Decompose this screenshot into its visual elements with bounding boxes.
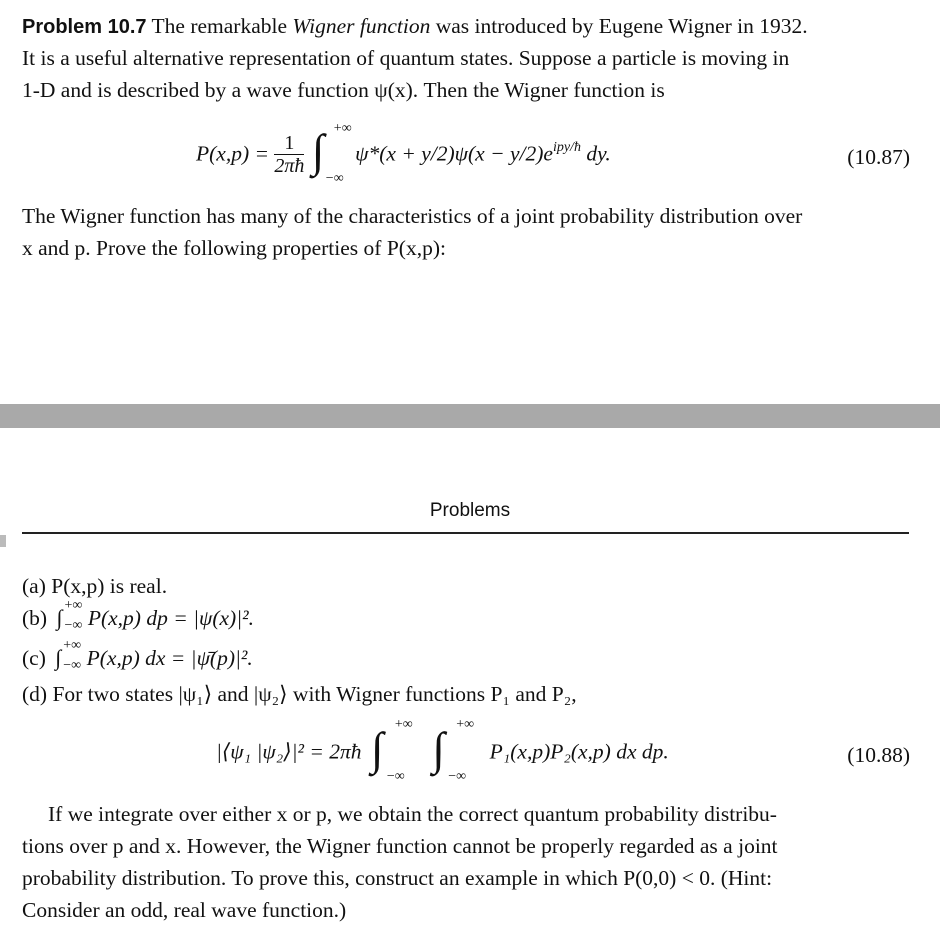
intro-line1-prefix: The remarkable: [151, 14, 288, 38]
eq1-integral: [310, 121, 352, 186]
page-separator: [0, 404, 940, 428]
eq1-tail: dy.: [580, 141, 611, 166]
eq2-number: (10.88): [847, 743, 910, 767]
eq1-lower-limit: −∞: [325, 171, 344, 186]
part-c: [22, 638, 253, 674]
eq2-upper-1: +∞: [394, 717, 413, 732]
part-c-lower: −∞: [63, 658, 82, 674]
intro-line1-suffix: was introduced by Eugene Wigner in 1932.: [435, 14, 808, 38]
integral-sign-icon: ∫: [432, 723, 445, 774]
part-b-label: (b): [22, 606, 48, 630]
part-c-body: P(x,p) dx = |ψ̄(p)|².: [86, 646, 253, 670]
integral-sign-icon: ∫: [370, 723, 384, 774]
eq1-frac-num: 1: [274, 132, 304, 155]
eq2-integral-1: [367, 717, 423, 784]
header-rule: [22, 532, 909, 534]
eq1-upper-limit: +∞: [333, 121, 352, 136]
integral-sign-icon: ∫: [55, 645, 62, 671]
eq1-number: (10.87): [847, 145, 910, 169]
part-c-integral: [51, 638, 82, 674]
intro-line-3: 1-D and is described by a wave function ψ(x). Then the Wigner function is: [22, 78, 665, 102]
eq2-integral-2: [428, 717, 484, 784]
after-line-1: The Wigner function has many of the characteristics of a joint probability distribution over: [22, 204, 803, 228]
part-b: [22, 598, 254, 634]
intro-line-2: It is a useful alternative representation of quantum states. Suppose a particle is moving in: [22, 46, 790, 70]
closing-line-4: Consider an odd, real wave function.): [22, 898, 347, 922]
closing-line-1: If we integrate over either x or p, we obtain the correct quantum probability distribu-: [48, 802, 777, 826]
eq1-frac-den: 2πħ: [274, 154, 305, 177]
part-b-lower: −∞: [64, 618, 83, 634]
after-line-2: x and p. Prove the following properties of P(x,p):: [22, 236, 446, 260]
equation-10-87: [196, 121, 611, 186]
eq1-fraction: [274, 132, 304, 177]
running-head: Problems: [429, 500, 511, 521]
problem-label: Problem 10.7: [22, 16, 147, 38]
eq1-integrand: ψ*(x + y/2)ψ(x − y/2)e: [355, 141, 553, 166]
part-a: (a) P(x,p) is real.: [22, 574, 168, 598]
part-c-label: (c): [22, 646, 46, 670]
part-b-integral: [52, 598, 83, 634]
integral-sign-icon: ∫: [311, 125, 325, 176]
equation-10-88: [216, 717, 669, 784]
eq1-exponent: ipy/ħ: [552, 139, 581, 155]
eq2-lower-1: −∞: [386, 769, 405, 784]
eq2-integrand: P₁(x,p)P₂(x,p) dx dp.: [489, 739, 669, 764]
problem-heading-line: [22, 16, 808, 38]
eq1-lhs: P(x,p) =: [196, 141, 270, 166]
integral-sign-icon: ∫: [56, 605, 63, 631]
part-c-upper: +∞: [63, 638, 82, 654]
eq2-lhs: |⟨ψ₁ |ψ₂⟩|² = 2πħ: [216, 739, 362, 764]
closing-line-2: tions over p and x. However, the Wigner function cannot be properly regarded as a joint: [22, 834, 778, 858]
part-b-upper: +∞: [64, 598, 83, 614]
margin-marker: [0, 535, 6, 547]
part-d: (d) For two states |ψ₁⟩ and |ψ₂⟩ with Wigner functions P₁ and P₂,: [22, 682, 577, 706]
eq2-upper-2: +∞: [456, 717, 475, 732]
eq2-lower-2: −∞: [448, 769, 467, 784]
closing-line-3: probability distribution. To prove this, construct an example in which P(0,0) < 0. (Hint:: [22, 866, 773, 890]
intro-line1-italic: Wigner function: [292, 14, 431, 38]
part-b-body: P(x,p) dp = |ψ(x)|².: [87, 606, 254, 630]
